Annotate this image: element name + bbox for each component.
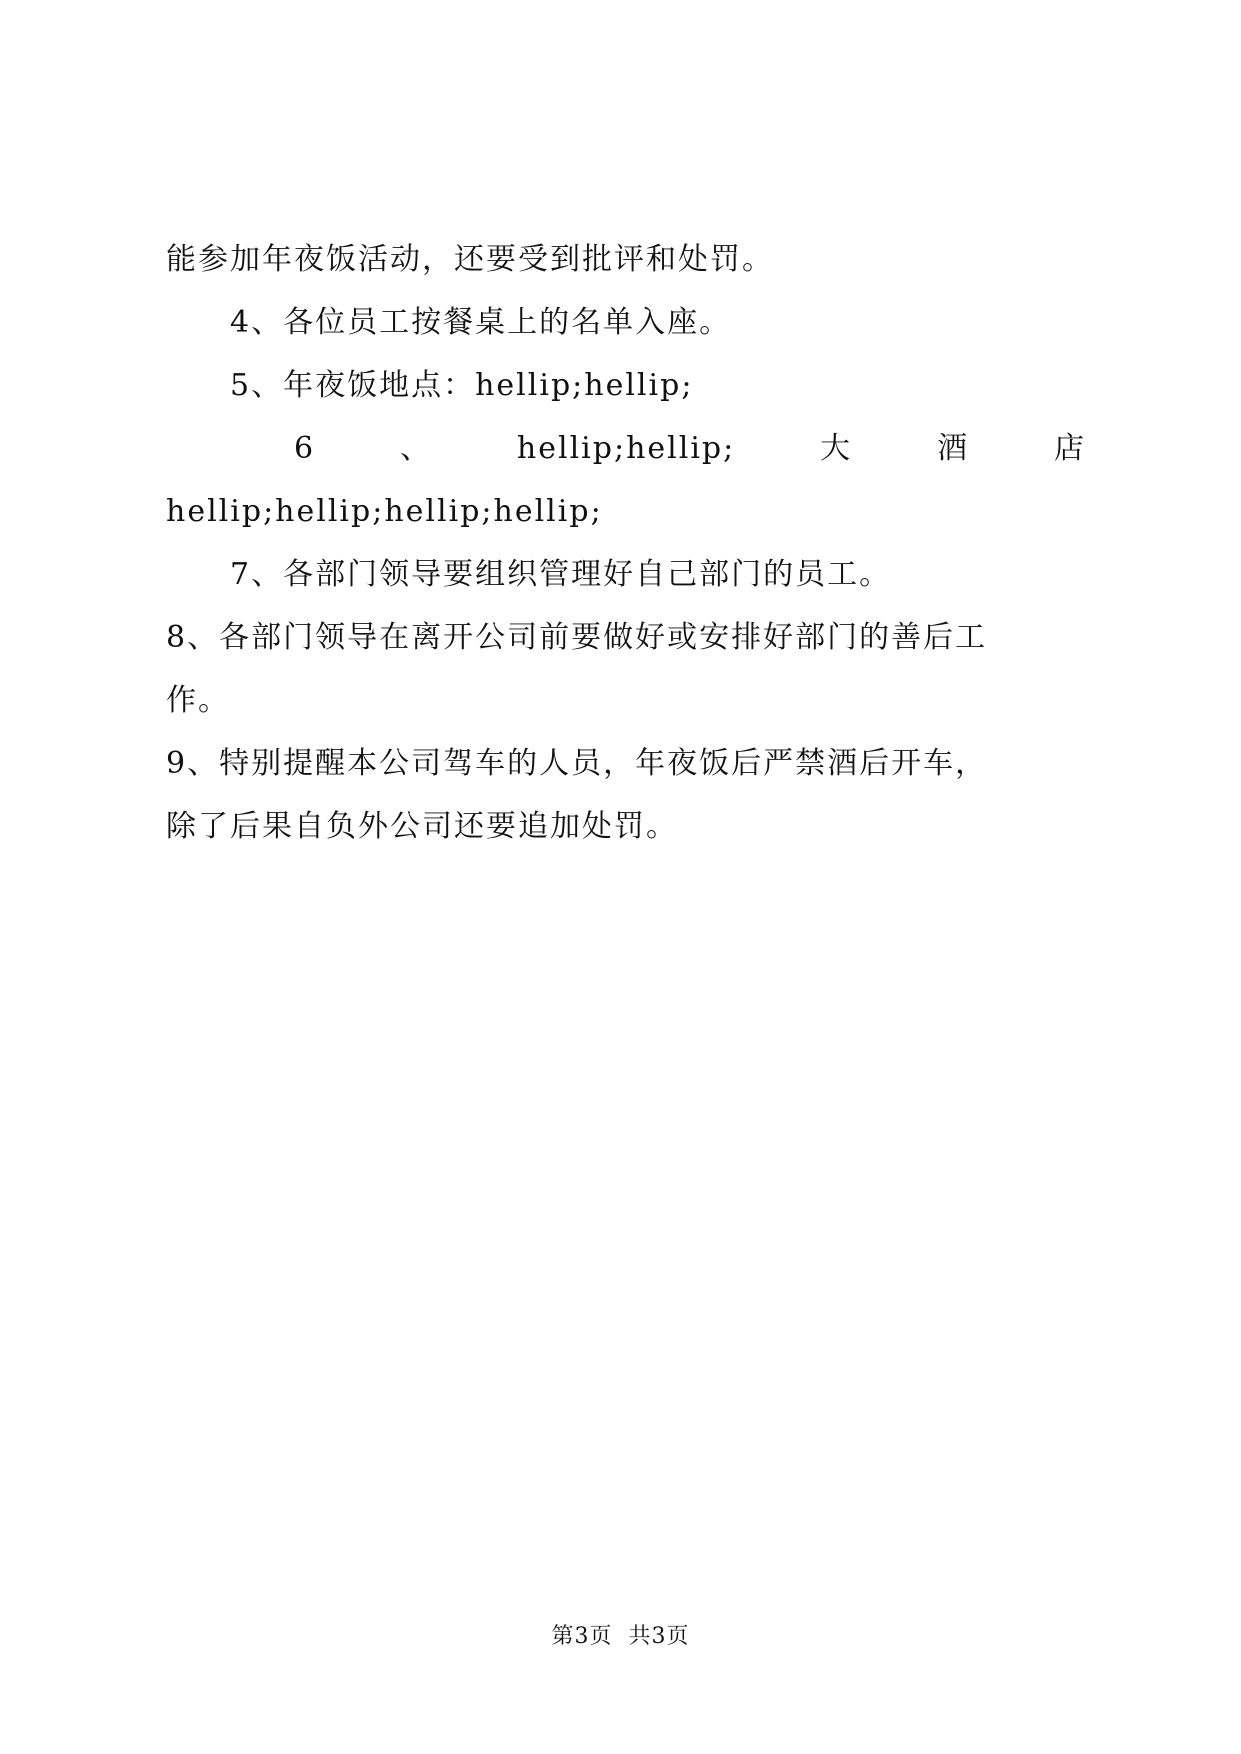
paragraph-item-8-line1: 8、各部门领导在离开公司前要做好或安排好部门的善后工 — [166, 620, 988, 655]
paragraph-continuation: 能参加年夜饭活动，还要受到批评和处罚。 — [166, 242, 774, 277]
item-6-token: 酒 — [937, 431, 970, 466]
paragraph-item-9-line2: 除了后果自负外公司还要追加处罚。 — [166, 809, 678, 844]
item-6-token: 6 — [294, 431, 316, 466]
paragraph-item-9-line1: 9、特别提醒本公司驾车的人员，年夜饭后严禁酒后开车， — [166, 746, 988, 781]
item-6-token: 大 — [820, 431, 853, 466]
paragraph-item-5: 5、年夜饭地点：hellip;hellip; — [230, 368, 694, 403]
paragraph-item-8-line2: 作。 — [166, 683, 230, 718]
document-body — [166, 228, 1086, 858]
page-number-current: 第3页 — [551, 1624, 613, 1649]
item-6-token: 店 — [1053, 431, 1086, 466]
paragraph-item-9 — [166, 732, 1086, 858]
paragraph-item-4: 4、各位员工按餐桌上的名单入座。 — [230, 305, 732, 340]
paragraph-item-6-line1 — [166, 417, 1086, 480]
paragraph-item-8 — [166, 606, 1086, 732]
paragraph-item-6 — [166, 417, 1086, 543]
page-number-total: 共3页 — [628, 1624, 690, 1649]
item-6-token: 、 — [400, 431, 432, 466]
item-6-token: hellip;hellip; — [516, 431, 736, 466]
paragraph-item-6-line2: hellip;hellip;hellip;hellip; — [166, 494, 603, 529]
page-footer — [0, 1622, 1241, 1652]
paragraph-item-7: 7、各部门领导要组织管理好自己部门的员工。 — [230, 557, 892, 592]
